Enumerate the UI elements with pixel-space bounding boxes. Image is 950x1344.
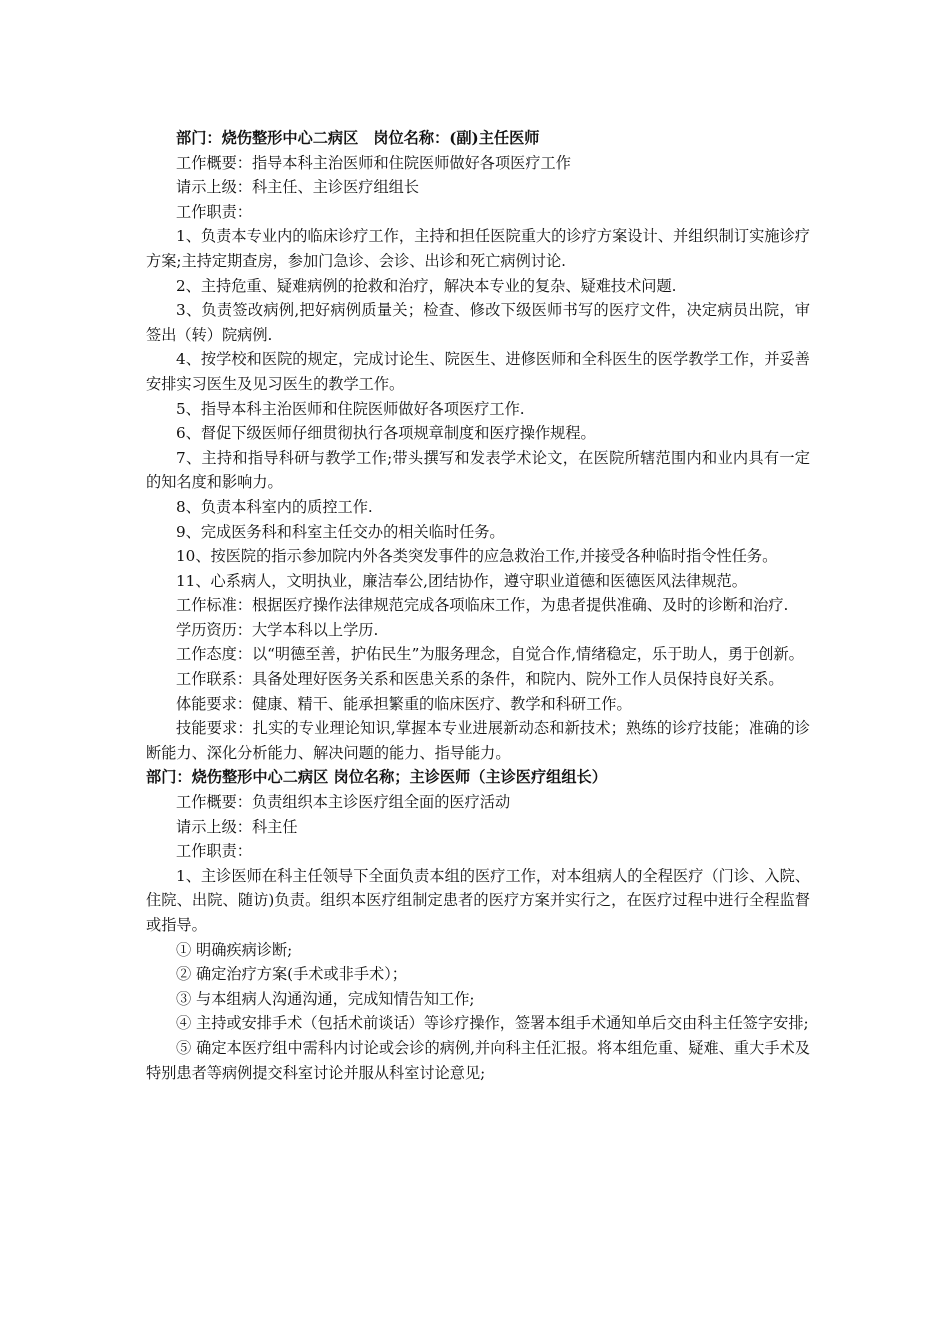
section1-duty-3: 3、负责签改病例,把好病例质量关；检查、修改下级医师书写的医疗文件，决定病员出院，审签出（转）院病例.	[146, 301, 810, 344]
section1-attitude: 工作态度：以“明德至善，护佑民生”为服务理念，自觉合作,情绪稳定，乐于助人，勇于创新。	[176, 645, 804, 664]
section1-position: 岗位名称：(副)主任医师	[373, 129, 540, 147]
section1-physical: 体能要求：健康、精干、能承担繁重的临床医疗、教学和科研工作。	[176, 694, 632, 713]
section1-duty-5: 5、指导本科主治医师和住院医师做好各项医疗工作.	[176, 399, 525, 418]
section1-dept: 部门：烧伤整形中心二病区	[176, 129, 359, 147]
section2-item-1: ① 明确疾病诊断;	[176, 940, 293, 959]
section2-summary: 工作概要：负责组织本主诊医疗组全面的医疗活动	[176, 793, 511, 812]
section2-item-3: ③ 与本组病人沟通沟通，完成知情告知工作;	[176, 989, 475, 1008]
section1-duty-11: 11、心系病人，文明执业，廉洁奉公,团结协作，遵守职业道德和医德医风法律规范。	[176, 571, 747, 590]
section1-contacts: 工作联系：具备处理好医务关系和医患关系的条件，和院内、院外工作人员保持良好关系。	[176, 670, 784, 689]
document-body	[146, 126, 810, 1085]
section1-skills: 技能要求：扎实的专业理论知识,掌握本专业进展新动态和新技术；熟练的诊疗技能；准确的诊断能力、深化分析能力、解决问题的能力、指导能力。	[146, 719, 810, 762]
section1-duty-8: 8、负责本科室内的质控工作.	[176, 497, 373, 516]
section2-superior: 请示上级：科主任	[176, 817, 298, 836]
section1-duty-1: 1、负责本专业内的临床诊疗工作，主持和担任医院重大的诊疗方案设计、并组织制订实施诊疗方案;主持定期查房，参加门急诊、会诊、出诊和死亡病例讨论.	[146, 227, 810, 270]
section1-duties-label: 工作职责：	[176, 202, 252, 221]
section1-education: 学历资历：大学本科以上学历.	[176, 620, 379, 639]
section1-standard: 工作标准：根据医疗操作法律规范完成各项临床工作，为患者提供准确、及时的诊断和治疗.	[176, 596, 789, 615]
section1-duty-7: 7、主持和指导科研与教学工作;带头撰写和发表学术论文，在医院所辖范围内和业内具有一定的知名度和影响力。	[146, 448, 810, 492]
section2-item-5: ⑤ 确定本医疗组中需科内讨论或会诊的病例,并向科主任汇报。将本组危重、疑难、重大手术及特别患者等病例提交科室讨论并服从科室讨论意见;	[146, 1038, 810, 1082]
section2-duty-1: 1、主诊医师在科主任领导下全面负责本组的医疗工作，对本组病人的全程医疗（门诊、入院、住院、出院、随访)负责。组织本医疗组制定患者的医疗方案并实行之，在医疗过程中进行全程监督或指导。	[146, 866, 810, 934]
section1-duty-4: 4、按学校和医院的规定，完成讨论生、院医生、进修医师和全科医生的医学教学工作，并妥善安排实习医生及见习医生的教学工作。	[146, 350, 810, 393]
section1-duty-10: 10、按医院的指示参加院内外各类突发事件的应急救治工作,并接受各种临时指令性任务。	[176, 547, 778, 566]
section1-duty-2: 2、主持危重、疑难病例的抢救和治疗，解决本专业的复杂、疑难技术问题.	[176, 276, 677, 295]
section2-item-2: ② 确定治疗方案(手术或非手术）；	[176, 965, 407, 984]
section2-item-4: ④ 主持或安排手术（包括术前谈话）等诊疗操作，签署本组手术通知单后交由科主任签字安排;	[176, 1014, 809, 1033]
section2-heading: 部门：烧伤整形中心二病区 岗位名称；主诊医师（主诊医疗组组长）	[146, 768, 607, 787]
section1-superior: 请示上级：科主任、主诊医疗组组长	[176, 178, 419, 197]
section1-summary: 工作概要：指导本科主治医师和住院医师做好各项医疗工作	[176, 153, 571, 172]
section1-duty-6: 6、督促下级医师仔细贯彻执行各项规章制度和医疗操作规程。	[176, 424, 596, 443]
section1-heading	[146, 126, 810, 151]
section1-duty-9: 9、完成医务科和科室主任交办的相关临时任务。	[176, 522, 505, 541]
section2-duties-label: 工作职责：	[176, 842, 252, 861]
